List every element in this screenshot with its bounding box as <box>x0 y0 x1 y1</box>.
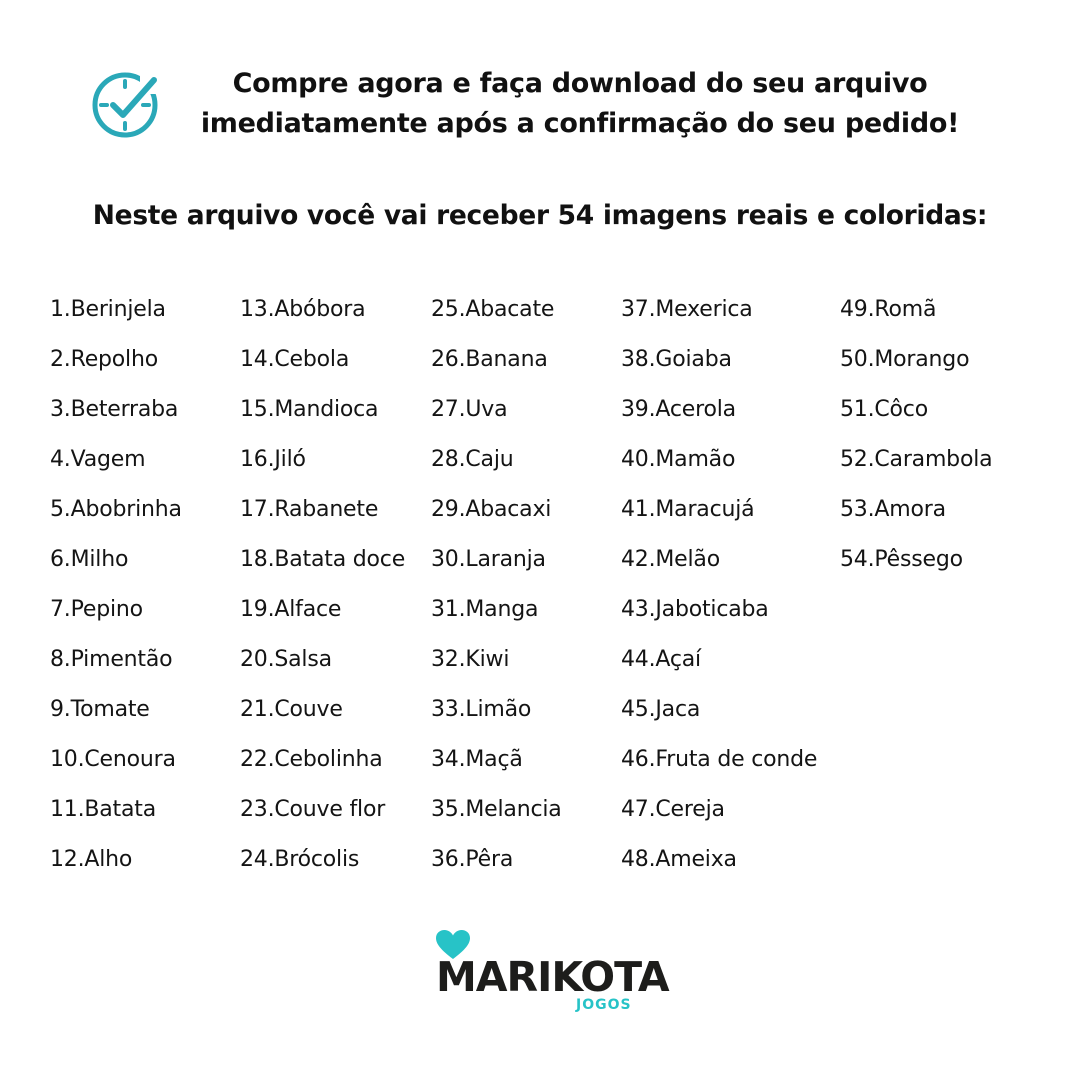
list-item: 27.Uva <box>431 397 508 422</box>
list-item: 26.Banana <box>431 347 548 372</box>
list-item: 28.Caju <box>431 447 514 472</box>
headline-line-1: Compre agora e faça download do seu arquivo <box>232 68 928 99</box>
list-item: 20.Salsa <box>240 647 332 672</box>
clock-check-icon <box>88 68 162 142</box>
list-item: 50.Morango <box>840 347 970 372</box>
list-item: 52.Carambola <box>840 447 993 472</box>
list-item: 51.Côco <box>840 397 928 422</box>
list-item: 12.Alho <box>50 847 133 872</box>
list-item: 10.Cenoura <box>50 747 176 772</box>
list-item: 29.Abacaxi <box>431 497 552 522</box>
list-item: 8.Pimentão <box>50 647 173 672</box>
list-item: 3.Beterraba <box>50 397 179 422</box>
list-item: 7.Pepino <box>50 597 143 622</box>
list-item: 19.Alface <box>240 597 342 622</box>
list-item: 36.Pêra <box>431 847 514 872</box>
items-list <box>0 291 1080 891</box>
list-column-2 <box>240 291 405 891</box>
list-item: 31.Manga <box>431 597 539 622</box>
headline-line-2: imediatamente após a confirmação do seu pedido! <box>200 108 960 139</box>
list-column-1 <box>50 291 182 891</box>
list-column-4 <box>621 291 817 891</box>
list-item: 14.Cebola <box>240 347 350 372</box>
list-item: 35.Melancia <box>431 797 562 822</box>
list-item: 46.Fruta de conde <box>621 747 818 772</box>
list-item: 34.Maçã <box>431 747 523 772</box>
list-item: 41.Maracujá <box>621 497 755 522</box>
list-column-3 <box>431 291 562 891</box>
list-item: 48.Ameixa <box>621 847 737 872</box>
list-item: 43.Jaboticaba <box>621 597 769 622</box>
list-item: 47.Cereja <box>621 797 725 822</box>
list-item: 24.Brócolis <box>240 847 360 872</box>
list-item: 21.Couve <box>240 697 343 722</box>
brand-subtitle: JOGOS <box>576 997 632 1013</box>
list-item: 15.Mandioca <box>240 397 379 422</box>
list-item: 6.Milho <box>50 547 129 572</box>
list-item: 11.Batata <box>50 797 156 822</box>
header <box>0 62 1080 152</box>
list-item: 18.Batata doce <box>240 547 406 572</box>
list-item: 32.Kiwi <box>431 647 510 672</box>
list-item: 30.Laranja <box>431 547 546 572</box>
list-item: 17.Rabanete <box>240 497 379 522</box>
list-item: 38.Goiaba <box>621 347 732 372</box>
list-item: 53.Amora <box>840 497 946 522</box>
list-item: 2.Repolho <box>50 347 158 372</box>
list-item: 33.Limão <box>431 697 532 722</box>
brand-name: MARIKOTA <box>436 953 669 1001</box>
list-item: 39.Acerola <box>621 397 736 422</box>
list-item: 9.Tomate <box>50 697 150 722</box>
list-item: 40.Mamão <box>621 447 736 472</box>
list-item: 1.Berinjela <box>50 297 166 322</box>
list-item: 23.Couve flor <box>240 797 386 822</box>
list-item: 13.Abóbora <box>240 297 366 322</box>
list-item: 37.Mexerica <box>621 297 753 322</box>
list-item: 25.Abacate <box>431 297 555 322</box>
list-item: 54.Pêssego <box>840 547 963 572</box>
list-item: 42.Melão <box>621 547 720 572</box>
list-item: 44.Açaí <box>621 647 701 672</box>
list-item: 22.Cebolinha <box>240 747 383 772</box>
list-item: 45.Jaca <box>621 697 701 722</box>
list-item: 4.Vagem <box>50 447 146 472</box>
list-item: 16.Jiló <box>240 447 306 472</box>
list-item: 5.Abobrinha <box>50 497 182 522</box>
subheadline: Neste arquivo você vai receber 54 imagens reais e coloridas: <box>92 200 988 231</box>
marikota-logo <box>436 930 669 1020</box>
list-item: 49.Romã <box>840 297 937 322</box>
list-column-5 <box>840 291 992 591</box>
